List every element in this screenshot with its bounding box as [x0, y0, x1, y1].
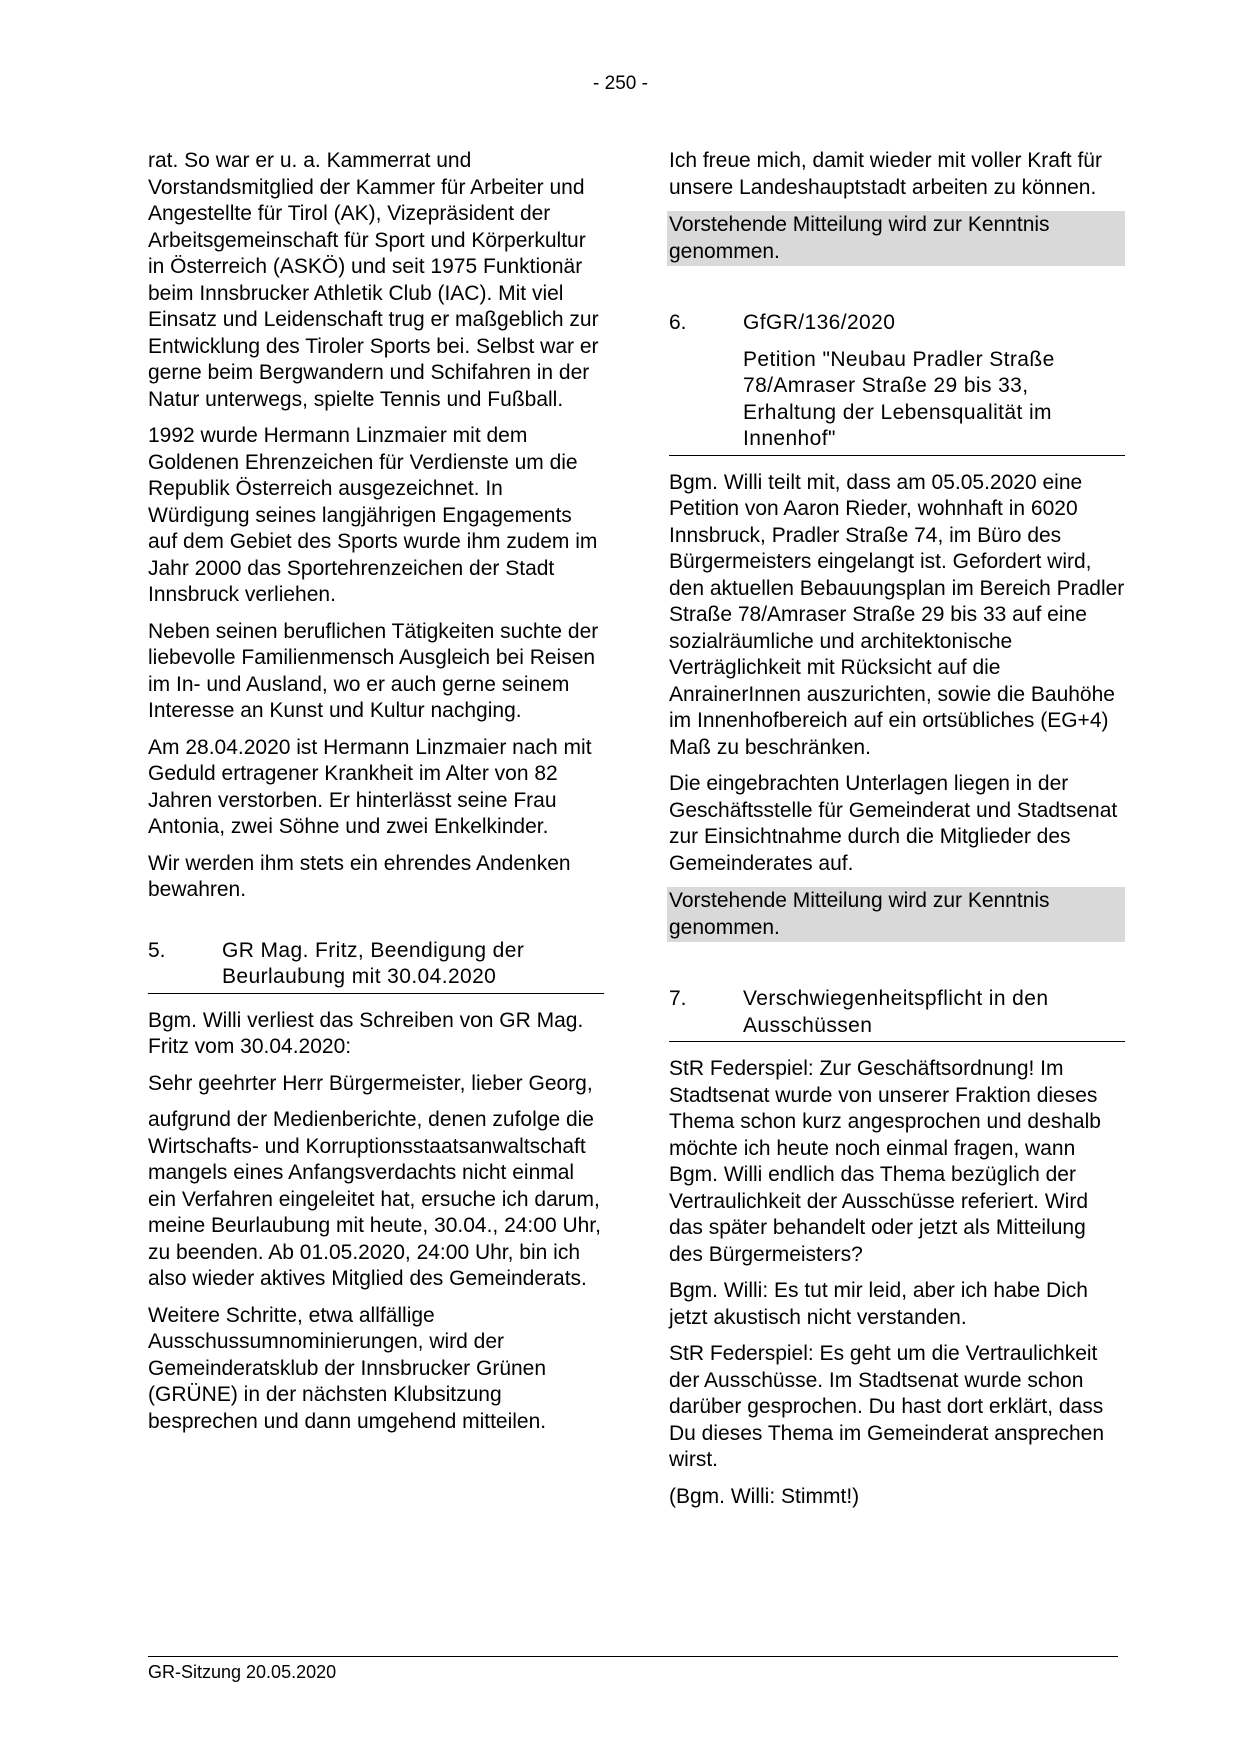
paragraph: Wir werden ihm stets ein ehrendes Andenken bewahren.	[148, 851, 571, 901]
left-column	[148, 148, 604, 1445]
paragraph: Neben seinen beruflichen Tätigkeiten suchte der liebevolle Familienmensch Ausgleich bei Reisen im In- und Ausland, wo er auch gerne seinem Interesse an Kunst und Kultur nachging.	[148, 619, 599, 722]
paragraph: (Bgm. Willi: Stimmt!)	[669, 1484, 860, 1508]
right-column	[669, 148, 1125, 1520]
section-heading-5	[148, 938, 604, 994]
section-code: GfGR/136/2020	[743, 311, 896, 334]
paragraph: StR Federspiel: Zur Geschäftsordnung! Im Stadtsenat wurde von unserer Fraktion dieses Thema schon kurz angesprochen und deshalb möchte ich heute noch einmal fragen, wann Bgm. Willi endlich das Thema bezüglich der Vertraulichkeit der Ausschüsse referiert. Wird das später behandelt oder jetzt als Mitteilung des Bürgermeisters?	[669, 1057, 1101, 1266]
paragraph: Weitere Schritte, etwa allfällige Ausschussumnominierungen, wird der Gemeinderatsklub der Innsbrucker Grünen (GRÜNE) in der nächsten Klubsitzung besprechen und dann umgehend mitteilen.	[148, 1303, 547, 1433]
section-title: Verschwiegenheitspflicht in den Ausschüssen	[743, 987, 1049, 1037]
paragraph: Bgm. Willi teilt mit, dass am 05.05.2020 eine Petition von Aaron Rieder, wohnhaft in 6020 Innsbruck, Pradler Straße 74, im Büro des Bürgermeisters eingelangt ist. Gefordert wird, den aktuellen Bebauungsplan im Bereich Pradler Straße 78/Amraser Straße 29 bis 33 auf eine sozialräumliche und architektonische Verträglichkeit mit Rücksicht auf die AnrainerInnen auszurichten, sowie die Bauhöhe im Innenhofbereich auf ein ortsübliches (EG+4) Maß zu beschränken.	[669, 470, 1125, 759]
footer-divider	[148, 1656, 1118, 1657]
paragraph: Bgm. Willi verliest das Schreiben von GR Mag. Fritz vom 30.04.2020:	[148, 1008, 584, 1058]
paragraph: rat. So war er u. a. Kammerrat und Vorstandsmitglied der Kammer für Arbeiter und Angestellte für Tirol (AK), Vizepräsident der Arbeitsgemeinschaft für Sport und Körperkultur in Österreich (ASKÖ) und seit 1975 Funktionär beim Innsbrucker Athletik Club (IAC). Mit viel Einsatz und Leidenschaft trug er maßgeblich zur Entwicklung des Tiroler Sports bei. Selbst war er gerne beim Bergwandern und Schifahren in der Natur unterwegs, spielte Tennis und Fußball.	[148, 149, 599, 411]
footer-text: GR-Sitzung 20.05.2020	[148, 1662, 337, 1682]
notice-box: Vorstehende Mitteilung wird zur Kenntnis genommen.	[667, 211, 1125, 266]
section-heading-7	[669, 986, 1125, 1042]
paragraph: aufgrund der Medienberichte, denen zufolge die Wirtschafts- und Korruptionsstaatsanwaltschaft mangels eines Anfangsverdachts nicht einmal ein Verfahren eingeleitet hat, ersuche ich darum, meine Beurlaubung mit heute, 30.04., 24:00 Uhr, zu beenden. Ab 01.05.2020, 24:00 Uhr, bin ich also wieder aktives Mitglied des Gemeinderats.	[148, 1108, 601, 1290]
paragraph: Bgm. Willi: Es tut mir leid, aber ich habe Dich jetzt akustisch nicht verstanden.	[669, 1279, 1088, 1329]
paragraph: Ich freue mich, damit wieder mit voller Kraft für unsere Landeshauptstadt arbeiten zu können.	[669, 149, 1102, 199]
section-heading-6	[669, 310, 1125, 456]
paragraph: Sehr geehrter Herr Bürgermeister, lieber Georg,	[148, 1071, 593, 1095]
section-number: 6.	[669, 311, 687, 334]
notice-box: Vorstehende Mitteilung wird zur Kenntnis genommen.	[667, 887, 1125, 942]
page-number: - 250 -	[593, 73, 648, 94]
paragraph: Am 28.04.2020 ist Hermann Linzmaier nach mit Geduld ertragener Krankheit im Alter von 82 Jahren verstorben. Er hinterlässt seine Frau Antonia, zwei Söhne und zwei Enkelkinder.	[148, 735, 592, 838]
section-number: 5.	[148, 938, 166, 962]
section-number: 7.	[669, 987, 687, 1010]
paragraph: 1992 wurde Hermann Linzmaier mit dem Goldenen Ehrenzeichen für Verdienste um die Republik Österreich ausgezeichnet. In Würdigung seines langjährigen Engagements auf dem Gebiet des Sports wurde ihm zudem im Jahr 2000 das Sportehrenzeichen der Stadt Innsbruck verliehen.	[148, 424, 598, 606]
paragraph: Die eingebrachten Unterlagen liegen in der Geschäftsstelle für Gemeinderat und Stadtsenat zur Einsichtnahme durch die Mitglieder des Gemeinderates auf.	[669, 772, 1118, 875]
section-title: Petition "Neubau Pradler Straße 78/Amraser Straße 29 bis 33, Erhaltung der Lebensqualität im Innenhof"	[743, 347, 1055, 450]
paragraph: StR Federspiel: Es geht um die Vertraulichkeit der Ausschüsse. Im Stadtsenat wurde schon darüber gesprochen. Du hast dort erklärt, dass Du dieses Thema im Gemeinderat ansprechen wirst.	[669, 1342, 1105, 1471]
section-title: GR Mag. Fritz, Beendigung der Beurlaubung mit 30.04.2020	[222, 938, 525, 988]
